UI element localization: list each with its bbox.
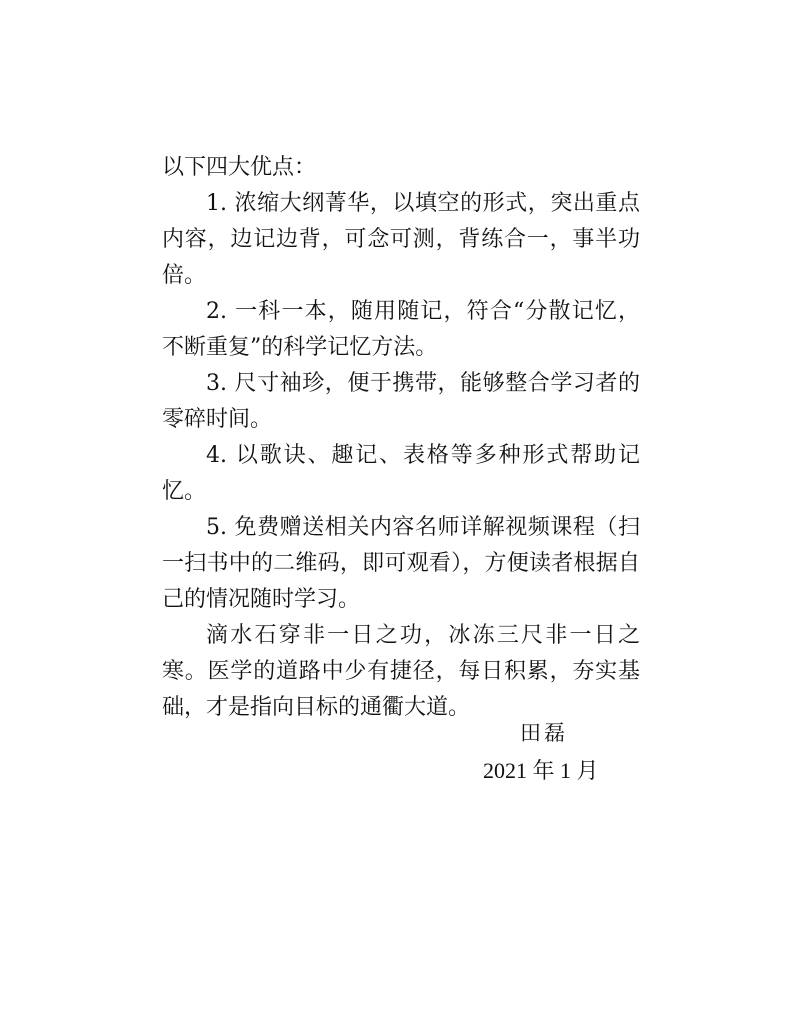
- point-3-paragraph: 3. 尺寸袖珍，便于携带，能够整合学习者的零碎时间。: [162, 371, 640, 432]
- point-2-paragraph: 2. 一科一本，随用随记，符合“分散记忆，不断重复”的科学记忆方法。: [162, 299, 640, 360]
- point-1-paragraph: 1. 浓缩大纲菁华，以填空的形式，突出重点内容，边记边背，可念可测，背练合一，事半功倍。: [162, 191, 640, 288]
- author-signature: 田磊: [520, 721, 568, 745]
- point-5-paragraph: 5. 免费赠送相关内容名师详解视频课程（扫一扫书中的二维码，即可观看），方便读者根据自己的情况随时学习。: [162, 515, 640, 612]
- signature-date: 2021 年 1 月: [483, 758, 599, 783]
- document-body: [162, 150, 640, 726]
- closing-paragraph: 滴水石穿非一日之功，冰冻三尺非一日之寒。医学的道路中少有捷径，每日积累，夯实基础，才是指向目标的通衢大道。: [162, 623, 640, 720]
- point-4-paragraph: 4. 以歌诀、趣记、表格等多种形式帮助记忆。: [162, 443, 640, 504]
- intro-paragraph: 以下四大优点：: [162, 155, 317, 180]
